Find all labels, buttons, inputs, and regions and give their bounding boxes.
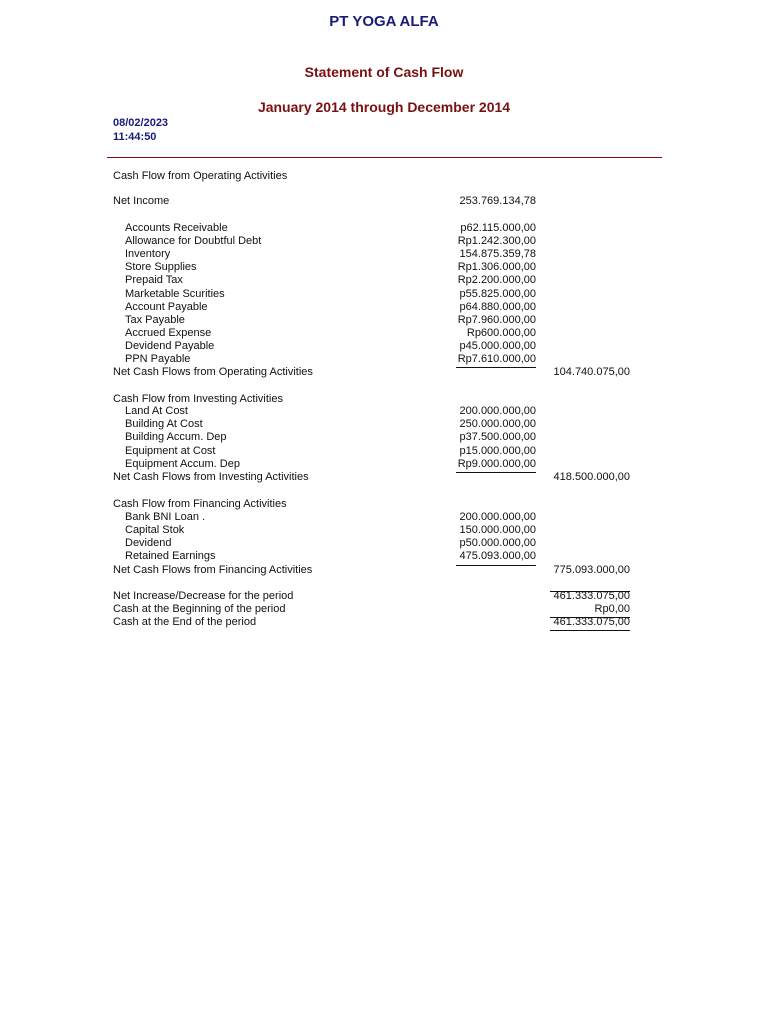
line-item-label: Store Supplies bbox=[125, 261, 197, 274]
report-time: 11:44:50 bbox=[113, 131, 157, 143]
line-item-value: p64.880.000,00 bbox=[459, 300, 536, 313]
line-item-label: Tax Payable bbox=[125, 313, 185, 326]
operating-subtotal-rule bbox=[456, 367, 536, 368]
line-item-value: Rp9.000.000,00 bbox=[457, 457, 536, 470]
line-item-label: Land At Cost bbox=[125, 405, 188, 417]
line-item-value: 250.000.000,00 bbox=[459, 418, 536, 431]
report-date: 08/02/2023 bbox=[113, 117, 169, 129]
report-period: January 2014 through December 2014 bbox=[257, 99, 511, 115]
line-item-value: Rp2.200.000,00 bbox=[457, 274, 536, 287]
net-income-label: Net Income bbox=[113, 195, 170, 207]
line-item-value: 475.093.000,00 bbox=[459, 550, 536, 563]
cash-end-value: 461.333.075,00 bbox=[553, 616, 630, 628]
investing-total-label: Net Cash Flows from Investing Activities bbox=[113, 471, 309, 483]
cash-beginning-value: Rp0,00 bbox=[594, 603, 630, 615]
line-item-value: p37.500.000,00 bbox=[459, 431, 536, 444]
financing-subtotal-rule bbox=[456, 565, 536, 566]
line-item-label: Inventory bbox=[125, 248, 171, 261]
line-item-label: Equipment Accum. Dep bbox=[125, 457, 240, 470]
line-item-label: Accounts Receivable bbox=[125, 222, 228, 234]
line-item-label: Retained Earnings bbox=[125, 550, 216, 563]
net-increase-label: Net Increase/Decrease for the period bbox=[113, 590, 294, 602]
investing-subtotal-rule bbox=[456, 472, 536, 473]
line-item-label: Capital Stok bbox=[125, 524, 185, 537]
line-item-label: Prepaid Tax bbox=[125, 274, 183, 287]
line-item-label: Devidend bbox=[125, 537, 172, 550]
line-item-label: Devidend Payable bbox=[125, 339, 215, 352]
line-item-value: p15.000.000,00 bbox=[459, 444, 536, 457]
report-title: Statement of Cash Flow bbox=[304, 64, 464, 80]
line-item-value: p50.000.000,00 bbox=[459, 537, 536, 550]
line-item-value: p62.115.000,00 bbox=[460, 222, 536, 234]
investing-header: Cash Flow from Investing Activities bbox=[113, 393, 283, 405]
line-item-value: Rp1.306.000,00 bbox=[457, 261, 536, 274]
cash-end-label: Cash at the End of the period bbox=[113, 616, 257, 628]
net-increase-value: 461.333.075,00 bbox=[553, 590, 630, 602]
line-item-label: PPN Payable bbox=[125, 353, 191, 365]
financing-total-value: 775.093.000,00 bbox=[553, 564, 630, 576]
operating-header: Cash Flow from Operating Activities bbox=[113, 170, 288, 182]
line-item-label: Marketable Scurities bbox=[125, 287, 225, 300]
line-item-value: Rp7.960.000,00 bbox=[457, 313, 536, 326]
line-item-value: Rp7.610.000,00 bbox=[457, 353, 536, 365]
financing-total-label: Net Cash Flows from Financing Activities bbox=[113, 564, 313, 576]
line-item-label: Account Payable bbox=[125, 300, 208, 313]
operating-total-label: Net Cash Flows from Operating Activities bbox=[113, 366, 313, 378]
summary-bottom-rule bbox=[550, 630, 630, 631]
net-income-value: 253.769.134,78 bbox=[459, 195, 536, 207]
company-name: PT YOGA ALFA bbox=[329, 13, 439, 30]
line-item-value: p55.825.000,00 bbox=[459, 287, 536, 300]
cash-beginning-label: Cash at the Beginning of the period bbox=[113, 603, 286, 615]
operating-total-value: 104.740.075,00 bbox=[553, 366, 630, 378]
line-item-value: p45.000.000,00 bbox=[459, 339, 536, 352]
investing-total-value: 418.500.000,00 bbox=[553, 471, 630, 483]
line-item-value: Rp1.242.300,00 bbox=[457, 235, 536, 248]
line-item-value: 154.875.359,78 bbox=[459, 248, 536, 261]
line-item-label: Accrued Expense bbox=[125, 326, 212, 339]
line-item-label: Equipment at Cost bbox=[125, 444, 216, 457]
line-item-label: Building Accum. Dep bbox=[125, 431, 227, 444]
financing-header: Cash Flow from Financing Activities bbox=[113, 498, 287, 510]
line-item-value: 150.000.000,00 bbox=[459, 524, 536, 537]
line-item-label: Building At Cost bbox=[125, 418, 203, 431]
header-divider bbox=[107, 157, 662, 158]
line-item-value: 200.000.000,00 bbox=[459, 405, 536, 417]
line-item-label: Bank BNI Loan . bbox=[125, 511, 206, 523]
line-item-label: Allowance for Doubtful Debt bbox=[125, 235, 262, 248]
line-item-value: Rp600.000,00 bbox=[466, 326, 536, 339]
line-item-value: 200.000.000,00 bbox=[459, 511, 536, 523]
